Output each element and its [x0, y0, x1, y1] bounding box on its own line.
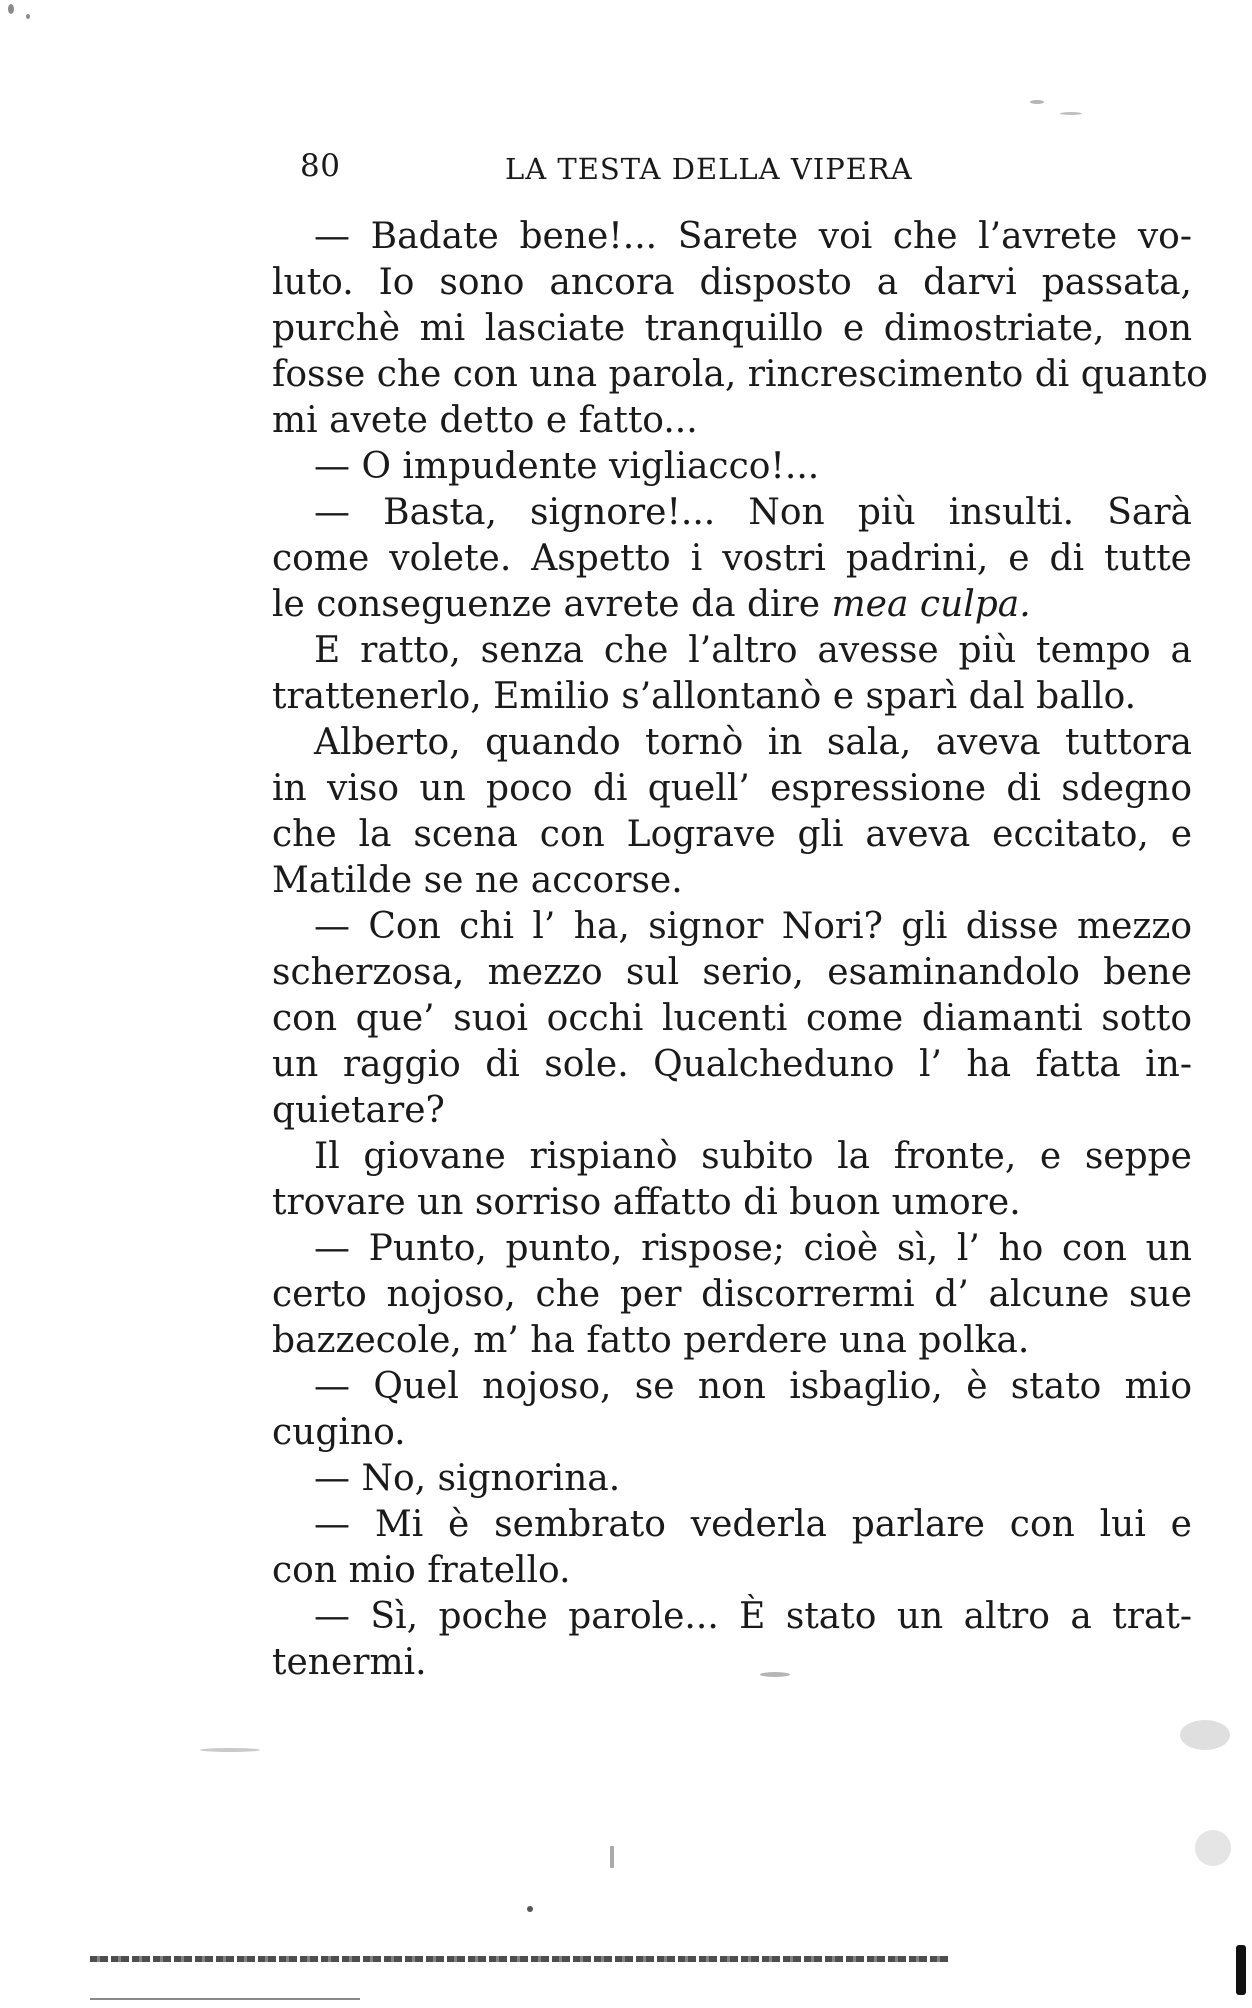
text-line [272, 582, 1192, 628]
text-line [272, 444, 1192, 490]
scan-speck [200, 1748, 260, 1752]
text-line [272, 1318, 1192, 1364]
text-line [272, 950, 1192, 996]
text-line-content: con mio fratello. [272, 1550, 571, 1591]
text-line-content: trovare un sorriso affatto di buon umore. [272, 1182, 1021, 1223]
print-rule [90, 1998, 360, 2000]
text-line [272, 1134, 1192, 1180]
text-line-content: Alberto, quando tornò in sala, aveva tuttora [314, 722, 1192, 763]
text-line [272, 674, 1192, 720]
text-line-content: trattenerlo, Emilio s’allontanò e sparì dal ballo. [272, 676, 1137, 717]
scan-speck [760, 1672, 790, 1677]
text-line-content: — Mi è sembrato vederla parlare con lui e [314, 1504, 1192, 1545]
text-line-content: scherzosa, mezzo sul serio, esaminandolo bene [272, 952, 1192, 993]
scan-speck [1030, 100, 1044, 104]
text-line-content: come volete. Aspetto i vostri padrini, e di tutte [272, 538, 1192, 579]
text-line [272, 766, 1192, 812]
text-line-content: quietare? [272, 1090, 445, 1131]
text-line-content: in viso un poco di quell’ espressione di sdegno [272, 768, 1192, 809]
text-line [272, 996, 1192, 1042]
running-title: LA TESTA DELLA VIPERA [505, 152, 913, 186]
scan-speck [527, 1906, 533, 1912]
text-line-content: Il giovane rispianò subito la fronte, e seppe [314, 1136, 1192, 1177]
text-line [272, 904, 1192, 950]
text-line [272, 1180, 1192, 1226]
text-line [272, 536, 1192, 582]
text-line [272, 1456, 1192, 1502]
text-line [272, 1594, 1192, 1640]
text-line [272, 858, 1192, 904]
text-line [272, 1640, 1192, 1686]
text-line-content: che la scena con Lograve gli aveva eccitato, e [272, 814, 1192, 855]
text-line-content: Matilde se ne accorse. [272, 860, 683, 901]
text-line [272, 1502, 1192, 1548]
text-line-content: E ratto, senza che l’altro avesse più tempo a [314, 630, 1192, 671]
page-number: 80 [300, 148, 341, 184]
text-line-content: — Sì, poche parole... È stato un altro a trat- [314, 1596, 1192, 1637]
text-line [272, 260, 1192, 306]
text-line-content: — Con chi l’ ha, signor Nori? gli disse mezzo [314, 906, 1192, 947]
text-line-content: tenermi. [272, 1642, 427, 1683]
text-line-content: con que’ suoi occhi lucenti come diamanti sotto [272, 998, 1192, 1039]
scan-speck [26, 14, 30, 19]
text-line [272, 398, 1192, 444]
text-line-content: fosse che con una parola, rincrescimento di quanto [272, 354, 1208, 395]
text-line [272, 812, 1192, 858]
text-line [272, 1088, 1192, 1134]
text-line-content: mi avete detto e fatto... [272, 400, 698, 441]
text-line-content: — Basta, signore!... Non più insulti. Sarà [314, 492, 1192, 533]
scan-speck [8, 4, 14, 14]
running-header [300, 148, 960, 192]
text-line [272, 628, 1192, 674]
scan-speck [1195, 1830, 1231, 1866]
text-line-content: luto. Io sono ancora disposto a darvi passata, [272, 262, 1192, 303]
scan-speck [1180, 1720, 1230, 1750]
text-line [272, 1042, 1192, 1088]
text-line [272, 1548, 1192, 1594]
text-line-content: — Quel nojoso, se non isbaglio, è stato mio [314, 1366, 1192, 1407]
text-line [272, 490, 1192, 536]
text-line-content: bazzecole, m’ ha fatto perdere una polka. [272, 1320, 1030, 1361]
text-line [272, 352, 1208, 398]
text-line-content: — Punto, punto, rispose; cioè sì, l’ ho con un [314, 1228, 1192, 1269]
text-line-content: le conseguenze avrete da dire [272, 584, 832, 625]
scan-speck [1060, 112, 1082, 115]
text-line [272, 1410, 1192, 1456]
text-line-content: un raggio di sole. Qualcheduno l’ ha fatta in- [272, 1044, 1192, 1085]
text-line [272, 306, 1192, 352]
edge-mark [1236, 1945, 1246, 1995]
italic-phrase: mea culpa. [831, 584, 1031, 625]
scan-speck [610, 1846, 614, 1868]
print-rule [90, 1956, 950, 1962]
body-text [272, 214, 1208, 1686]
text-line [272, 1364, 1192, 1410]
text-line [272, 1226, 1192, 1272]
text-line-content: — Badate bene!... Sarete voi che l’avrete vo- [314, 216, 1192, 257]
text-line [272, 214, 1192, 260]
text-line-content: purchè mi lasciate tranquillo e dimostriate, non [272, 308, 1192, 349]
text-line-content: — O impudente vigliacco!... [314, 446, 820, 487]
text-line-content: cugino. [272, 1412, 406, 1453]
text-line-content: — No, signorina. [314, 1458, 621, 1499]
text-line [272, 720, 1192, 766]
text-line-content: certo nojoso, che per discorrermi d’ alcune sue [272, 1274, 1192, 1315]
text-line [272, 1272, 1192, 1318]
